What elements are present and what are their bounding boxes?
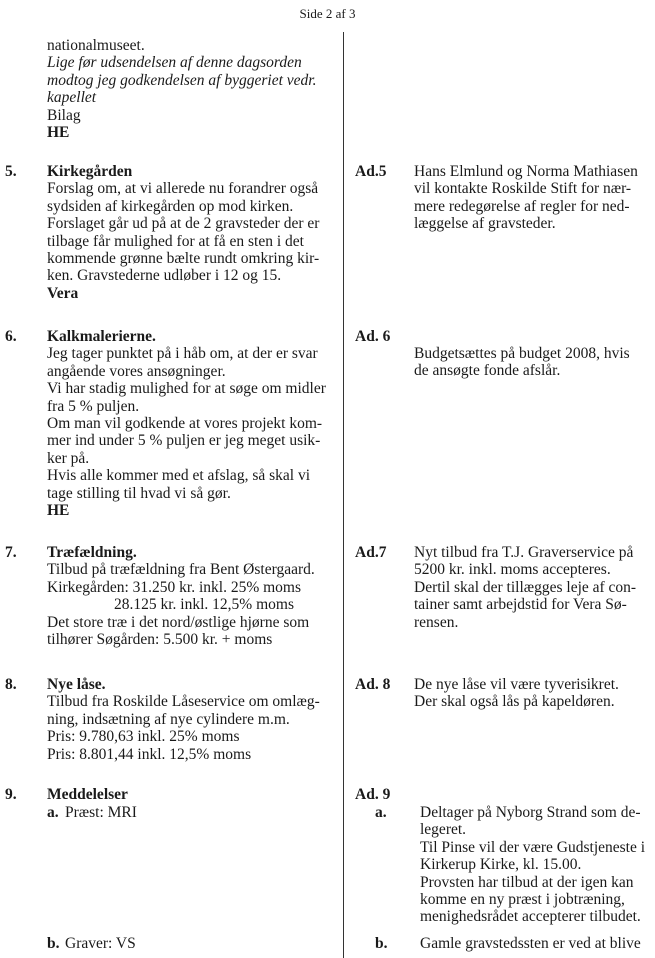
text-line: Gamle gravstedssten er ved at blive (420, 935, 641, 952)
text-line: Deltager på Nyborg Strand som de- (420, 804, 641, 821)
text-line: Budgetsættes på budget 2008, hvis (414, 345, 630, 362)
text-line: Hans Elmlund og Norma Mathiasen (414, 163, 638, 180)
column-divider (343, 32, 344, 958)
text-line: Kirkerup Kirke, kl. 15.00. (420, 856, 582, 874)
sub-a-response-label: a. (375, 804, 387, 821)
sub-label-a: a. (47, 804, 59, 821)
item-6-text (47, 328, 326, 519)
text-line: Om man vil godkende at vores projekt kom- (47, 415, 323, 433)
text-line: Pris: 9.780,63 inkl. 25% moms (47, 728, 240, 746)
text-line: Træfældning. (47, 544, 137, 561)
text-line: Kirkegården (47, 163, 133, 180)
item-8-response (414, 676, 619, 711)
text-line: menighedsrådet accepterer tilbudet. (420, 908, 641, 926)
ad-label-7: Ad.7 (355, 544, 387, 561)
item-number-9: 9. (5, 786, 17, 803)
text-line: Tilbud fra Roskilde Låseservice om omlæg- (47, 693, 320, 711)
ad-label-9: Ad. 9 (355, 786, 391, 803)
text-line: Nyt tilbud fra T.J. Graverservice på (414, 544, 634, 561)
text-line: ker på. (47, 449, 90, 467)
text-line: Pris: 8.801,44 inkl. 12,5% moms (47, 745, 252, 763)
text-line: Jeg tager punktet på i håb om, at der er svar (47, 345, 318, 363)
item-6-response (414, 345, 630, 380)
text-line: komme en ny præst i jobtræning, (420, 891, 625, 909)
text-line: kommende grønne bælte rundt omkring kir- (47, 250, 320, 268)
item-number-8: 8. (5, 676, 17, 693)
text-line: læggelse af gravsteder. (414, 215, 556, 233)
ad-label-6: Ad. 6 (355, 328, 391, 345)
text-line: tainer samt arbejdstid for Vera Sø- (414, 596, 627, 614)
item-number-7: 7. (5, 544, 17, 561)
text-line: tilhører Søgården: 5.500 kr. + moms (47, 631, 273, 649)
sub-label-b: b. (47, 935, 60, 952)
text-line: Meddelelser (47, 786, 128, 803)
text-line: Vera (47, 284, 79, 302)
item-number-6: 6. (5, 328, 17, 345)
sub-b-response-label: b. (375, 935, 388, 952)
text-line: HE (47, 502, 70, 520)
text-line: de ansøgte fonde afslår. (414, 362, 561, 380)
text-line: De nye låse vil være tyverisikret. (414, 676, 619, 693)
ad-label-8: Ad. 8 (355, 676, 391, 693)
item-9-text (47, 786, 128, 803)
sub-b-text: Graver: VS (65, 935, 136, 952)
text-line: kapellet (47, 89, 97, 107)
continued-text (47, 37, 316, 141)
text-line: rensen. (414, 613, 459, 631)
text-line: Lige før udsendelsen af denne dagsorden (47, 54, 302, 72)
text-line: sydsiden af kirkegården op mod kirken. (47, 197, 294, 215)
text-line: ken. Gravstederne udløber i 12 og 15. (47, 267, 282, 285)
text-line: Forslaget går ud på at de 2 gravsteder der er (47, 215, 320, 233)
text-line: Forslag om, at vi allerede nu forandrer også (47, 180, 319, 198)
text-line: vil kontakte Roskilde Stift for nær- (414, 180, 632, 198)
text-line: HE (47, 124, 70, 142)
text-line: Bilag (47, 106, 81, 124)
text-line: 5200 kr. inkl. moms accepteres. (414, 561, 611, 579)
item-8-text (47, 676, 320, 763)
text-line: Kalkmalerierne. (47, 328, 156, 345)
text-line: Til Pinse vil der være Gudstjeneste i (420, 838, 646, 856)
text-line: Kirkegården: 31.250 kr. inkl. 25% moms (47, 578, 301, 596)
item-5-text (47, 163, 319, 302)
text-line: angående vores ansøgninger. (47, 362, 226, 380)
item-7-text (47, 544, 315, 648)
text-line: modtog jeg godkendelsen af byggeriet vedr. (47, 71, 317, 89)
sub-b-response (420, 935, 641, 952)
text-line: mer ind under 5 % puljen er jeg meget usik- (47, 432, 321, 450)
item-5-response (414, 163, 638, 233)
text-line: Hvis alle kommer med et afslag, så skal vi (47, 467, 311, 485)
text-line: tage stilling til hvad vi så gør. (47, 484, 231, 502)
text-line: ning, indsætning af nye cylindere m.m. (47, 710, 290, 728)
text-line: Dertil skal der tillægges leje af con- (414, 578, 637, 596)
text-line: legeret. (420, 821, 467, 839)
text-line: Tilbud på træfældning fra Bent Østergaard. (47, 561, 315, 579)
text-line: tilbage får mulighed for at få en sten i det (47, 232, 304, 250)
sub-a-text: Præst: MRI (65, 804, 137, 821)
text-line: Provsten har tilbud at der igen kan (420, 873, 634, 891)
text-line: Det store træ i det nord/østlige hjørne som (47, 613, 310, 631)
text-line: Vi har stadig mulighed for at søge om midler (47, 380, 326, 398)
text-line: nationalmuseet. (47, 37, 145, 54)
text-line: 28.125 kr. inkl. 12,5% moms (114, 596, 294, 614)
item-number-5: 5. (5, 163, 17, 180)
item-7-response (414, 544, 636, 631)
text-line: fra 5 % puljen. (47, 397, 140, 415)
page-number: Side 2 af 3 (299, 6, 356, 21)
ad-label-5: Ad.5 (355, 163, 387, 180)
text-line: Der skal også lås på kapeldøren. (414, 693, 615, 711)
text-line: Nye låse. (47, 676, 106, 693)
text-line: mere redegørelse af regler for ned- (414, 197, 630, 215)
sub-a-response (420, 804, 645, 926)
